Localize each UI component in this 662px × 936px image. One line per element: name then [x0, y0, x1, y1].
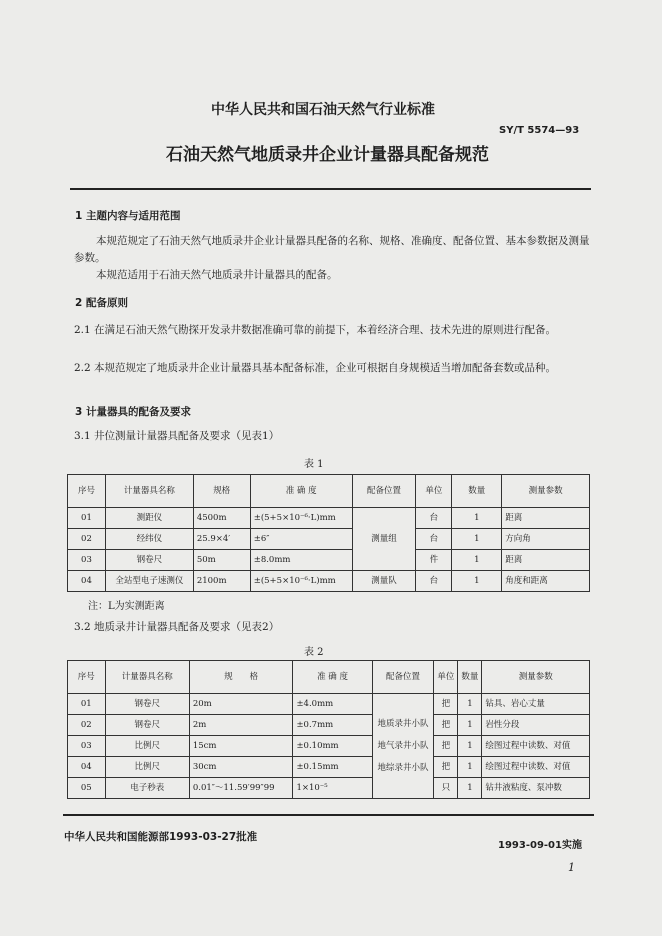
- table-1-header: 单位: [416, 475, 452, 508]
- table-row: [68, 550, 590, 571]
- table-2-location: [372, 694, 434, 799]
- table-cell: 台: [416, 529, 452, 550]
- table-cell: 03: [68, 550, 106, 571]
- table-cell: 1×10⁻⁵: [293, 778, 372, 799]
- table-1-header-row: [68, 475, 590, 508]
- table-cell: 2m: [189, 715, 293, 736]
- table-cell: 方向角: [502, 529, 590, 550]
- table-cell: ±0.15mm: [293, 757, 372, 778]
- table-cell: 01: [68, 694, 106, 715]
- table-2: [67, 660, 590, 799]
- table-cell: 01: [68, 508, 106, 529]
- table-cell: 电子秒表: [105, 778, 189, 799]
- table-row: [68, 778, 590, 799]
- table-1-header: 数量: [452, 475, 502, 508]
- table-row: [68, 694, 590, 715]
- table-cell: 25.9×4′: [193, 529, 250, 550]
- table-cell: 绘图过程中读数、对值: [482, 757, 590, 778]
- section-3-heading: 3 计量器具的配备及要求: [75, 406, 191, 418]
- table-1-header: 规格: [193, 475, 250, 508]
- table-cell: 50m: [193, 550, 250, 571]
- table-cell: ±4.0mm: [293, 694, 372, 715]
- table-cell: 30cm: [189, 757, 293, 778]
- table-cell: 05: [68, 778, 106, 799]
- table-2-header: 计量器具名称: [105, 661, 189, 694]
- table-row: [68, 571, 590, 592]
- table-cell: 把: [434, 694, 458, 715]
- table-cell: 1: [458, 694, 482, 715]
- table-2-header: 测量参数: [482, 661, 590, 694]
- table-cell: 经纬仪: [105, 529, 193, 550]
- table-1-note: 注：L为实测距离: [88, 601, 165, 612]
- section-1-paragraph-2: 本规范适用于石油天然气地质录井计量器具的配备。: [96, 269, 338, 281]
- table-2-header: 配备位置: [372, 661, 434, 694]
- table-cell: 1: [458, 757, 482, 778]
- table-cell: 距离: [502, 508, 590, 529]
- table-cell: 岩性分段: [482, 715, 590, 736]
- table-row: [68, 736, 590, 757]
- table-cell: 20m: [189, 694, 293, 715]
- table-2-caption: 表 2: [304, 647, 324, 658]
- footer-rule: [63, 814, 594, 816]
- table-cell: 02: [68, 529, 106, 550]
- section-2-heading: 2 配备原则: [75, 297, 128, 309]
- table-2-header: 序号: [68, 661, 106, 694]
- table-cell: 全站型电子速测仪: [105, 571, 193, 592]
- section-1-paragraph-1: 本规范规定了石油天然气地质录井企业计量器具配备的名称、规格、准确度、配备位置、基本参数据及测量参数。: [74, 235, 590, 264]
- table-cell: 04: [68, 571, 106, 592]
- table-1-caption: 表 1: [304, 459, 324, 470]
- table-cell: 绘图过程中读数、对值: [482, 736, 590, 757]
- table-2-header-row: [68, 661, 590, 694]
- table-row: [68, 529, 590, 550]
- table-1-header: 计量器具名称: [105, 475, 193, 508]
- table-cell: 钢卷尺: [105, 694, 189, 715]
- table-1-location-group: 测量组: [352, 508, 416, 571]
- table-cell: ±0.7mm: [293, 715, 372, 736]
- table-cell: 件: [416, 550, 452, 571]
- table-cell: 钢卷尺: [105, 550, 193, 571]
- table-cell: 比例尺: [105, 757, 189, 778]
- table-cell: 钻具、岩心丈量: [482, 694, 590, 715]
- table-2-header: 规 格: [189, 661, 293, 694]
- table-cell: ±6″: [250, 529, 352, 550]
- table-row: [68, 757, 590, 778]
- section-3-1: 3.1 井位测量计量器具配备及要求（见表1）: [74, 430, 280, 442]
- page-number: 1: [568, 861, 575, 874]
- table-cell: 1: [452, 529, 502, 550]
- table-2-header: 准 确 度: [293, 661, 372, 694]
- table-1-header: 测量参数: [502, 475, 590, 508]
- table-2-header: 单位: [434, 661, 458, 694]
- table-cell: 把: [434, 757, 458, 778]
- section-3-2: 3.2 地质录井计量器具配备及要求（见表2）: [74, 621, 280, 633]
- table-cell: 比例尺: [105, 736, 189, 757]
- section-1-heading: 1 主题内容与适用范围: [75, 210, 181, 222]
- table-2-header: 数量: [458, 661, 482, 694]
- table-cell: 02: [68, 715, 106, 736]
- table-cell: 距离: [502, 550, 590, 571]
- table-cell: 钻井液粘度、泵冲数: [482, 778, 590, 799]
- approval-text: 中华人民共和国能源部1993-03-27批准: [64, 831, 258, 843]
- table-cell: 角度和距离: [502, 571, 590, 592]
- table-cell: 测距仪: [105, 508, 193, 529]
- table-1-header: 配备位置: [352, 475, 416, 508]
- table-cell: 1: [452, 571, 502, 592]
- table-2-location-line: 地质录井小队: [377, 719, 429, 729]
- standard-code: SY/T 5574—93: [499, 125, 580, 136]
- table-cell: 03: [68, 736, 106, 757]
- table-cell: 把: [434, 736, 458, 757]
- standard-org-title: 中华人民共和国石油天然气行业标准: [211, 102, 435, 118]
- table-2-location-line: 地综录井小队: [377, 763, 429, 773]
- table-cell: 1: [458, 736, 482, 757]
- table-cell: 4500m: [193, 508, 250, 529]
- table-cell: ±(5+5×10⁻⁶·L)mm: [250, 571, 352, 592]
- table-cell: 1: [452, 550, 502, 571]
- table-1-header: 准 确 度: [250, 475, 352, 508]
- implementation-date: 1993-09-01实施: [498, 840, 582, 851]
- table-cell: 1: [452, 508, 502, 529]
- table-row: [68, 715, 590, 736]
- table-1-header: 序号: [68, 475, 106, 508]
- section-2-1: 2.1 在满足石油天然气勘探开发录井数据准确可靠的前提下，本着经济合理、技术先进的原则进行配备。: [74, 324, 557, 336]
- table-cell: 台: [416, 571, 452, 592]
- table-cell: ±0.10mm: [293, 736, 372, 757]
- table-cell: ±(5+5×10⁻⁶·L)mm: [250, 508, 352, 529]
- table-cell: 只: [434, 778, 458, 799]
- table-cell: 15cm: [189, 736, 293, 757]
- table-1: [67, 474, 590, 592]
- header-rule: [70, 188, 591, 190]
- table-cell: 钢卷尺: [105, 715, 189, 736]
- table-2-location-line: 地气录井小队: [377, 741, 429, 751]
- table-1-location-team: 测量队: [352, 571, 416, 592]
- table-cell: 把: [434, 715, 458, 736]
- table-row: [68, 508, 590, 529]
- table-cell: 2100m: [193, 571, 250, 592]
- section-2-2: 2.2 本规范规定了地质录井企业计量器具基本配备标准，企业可根据自身规模适当增加配备套数或品种。: [74, 362, 557, 374]
- table-cell: 1: [458, 778, 482, 799]
- table-cell: 1: [458, 715, 482, 736]
- table-cell: 台: [416, 508, 452, 529]
- table-cell: 0.01″～11.59′99″99: [189, 778, 293, 799]
- table-cell: ±8.0mm: [250, 550, 352, 571]
- page-title: 石油天然气地质录井企业计量器具配备规范: [166, 145, 489, 165]
- table-cell: 04: [68, 757, 106, 778]
